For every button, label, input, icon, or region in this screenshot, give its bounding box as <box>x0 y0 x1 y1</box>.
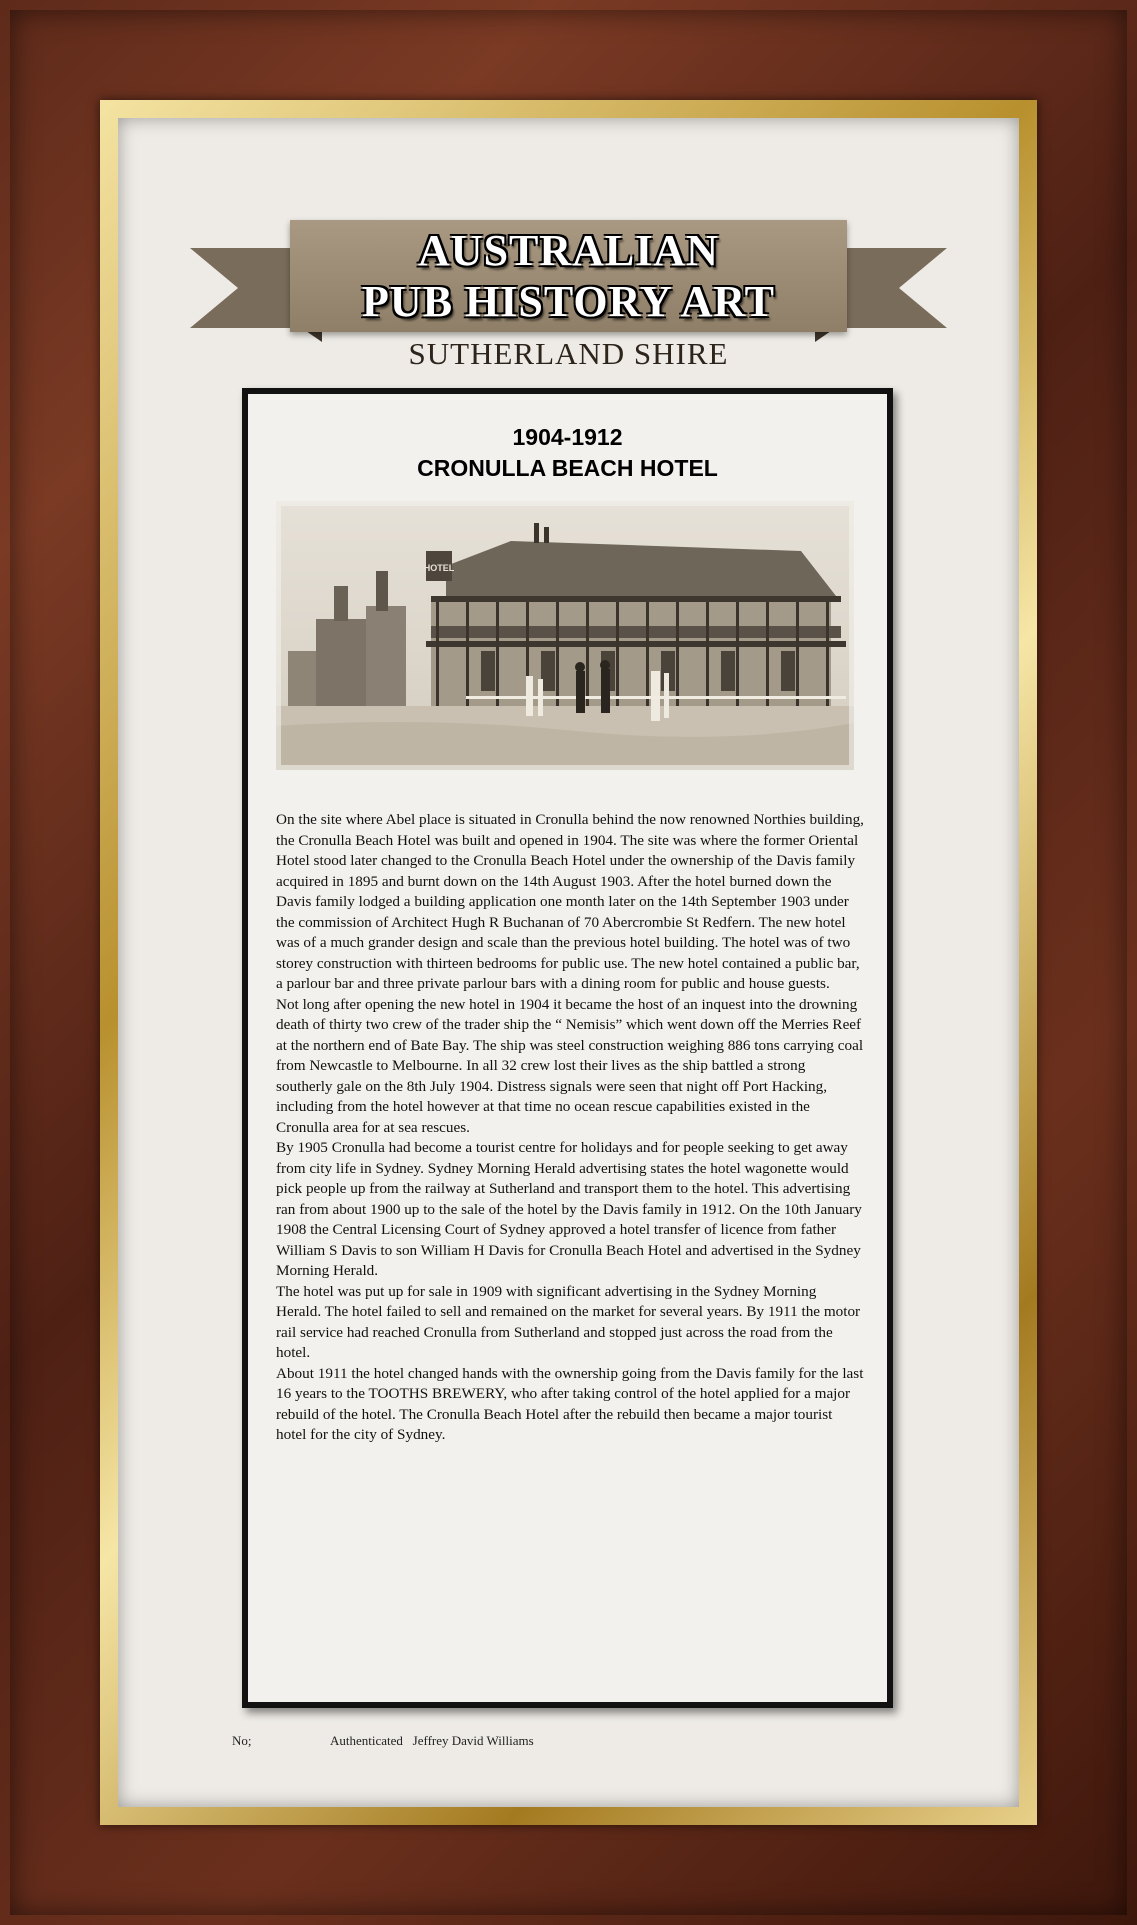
authentication-label: Authenticated Jeffrey David Williams <box>330 1733 534 1748</box>
number-label: No; <box>232 1733 252 1748</box>
history-paragraph: The hotel was put up for sale in 1909 with significant advertising in the Sydney Morning Herald. The hotel failed to sell and remained on the market for several years. By 1911 the motor rail service had reached Cronulla from Sutherland and stopped just across the road from the hotel. <box>276 1282 861 1361</box>
hotel-sign-text: HOTEL <box>423 563 455 573</box>
history-paragraph: About 1911 the hotel changed hands with the ownership going from the Davis family for the last 16 years to the TOOTHS BREWERY, who after taking control of the hotel applied for a major rebuild of the hotel. The Cronulla Beach Hotel after the rebuild then became a major tourist hotel for the city of Sydney. <box>276 1364 864 1443</box>
historic-hotel-photo <box>276 501 854 770</box>
banner-subtitle: SUTHERLAND SHIRE <box>408 336 729 371</box>
history-text <box>276 810 864 1446</box>
heading-hotel-name: CRONULLA BEACH HOTEL <box>417 455 718 481</box>
history-paragraph: By 1905 Cronulla had become a tourist centre for holidays and for people seeking to get away from city life in Sydney. Sydney Morning Herald advertising states the hotel wagonette would pick people up from the railway at Sutherland and transport them to the hotel. This advertising ran from about 1900 up to the sale of the hotel by the Davis family in 1912. On the 10th January 1908 the Central Licensing Court of Sydney approved a hotel transfer of licence from father William S Davis to son William H Davis for Cronulla Beach Hotel and advertised in the Sydney Morning Herald. <box>276 1139 862 1279</box>
hotel-photo-illustration <box>276 501 854 770</box>
history-paragraph: On the site where Abel place is situated in Cronulla behind the now renowned Northies building, the Cronulla Beach Hotel was built and opened in 1904. The site was where the former Oriental Hotel stood later changed to the Cronulla Beach Hotel under the ownership of the Davis family acquired in 1895 and burnt down on the 14th August 1903. After the hotel burned down the Davis family lodged a building application one month later on the 14th September 1903 under the commission of Architect Hugh R Buchanan of 70 Abercrombie St Redfern. The new hotel was of a much grander design and scale than the previous hotel building. The hotel was of two storey construction with thirteen bedrooms for public use. The new hotel contained a public bar, a parlour bar and three private parlour bars with a dining room for public and house guests. <box>276 811 864 992</box>
heading-years: 1904-1912 <box>512 424 623 450</box>
banner-title-line-1: AUSTRALIAN <box>418 226 719 275</box>
history-paragraph: Not long after opening the new hotel in 1904 it became the host of an inquest into the drowning death of thirty two crew of the trader ship the “ Nemisis” which went down off the Merries Reef at the northern end of Bate Bay. The ship was steel construction weighing 886 tons carrying coal from Newcastle to Melbourne. In all 32 crew lost their lives as the ship battled a strong southerly gale on the 8th July 1904. Distress signals were seen that night off Port Hacking, including from the hotel however at that time no ocean rescue capabilities existed in the Cronulla area for at sea rescues. <box>276 995 864 1136</box>
banner-title-line-2: PUB HISTORY ART <box>362 277 775 326</box>
